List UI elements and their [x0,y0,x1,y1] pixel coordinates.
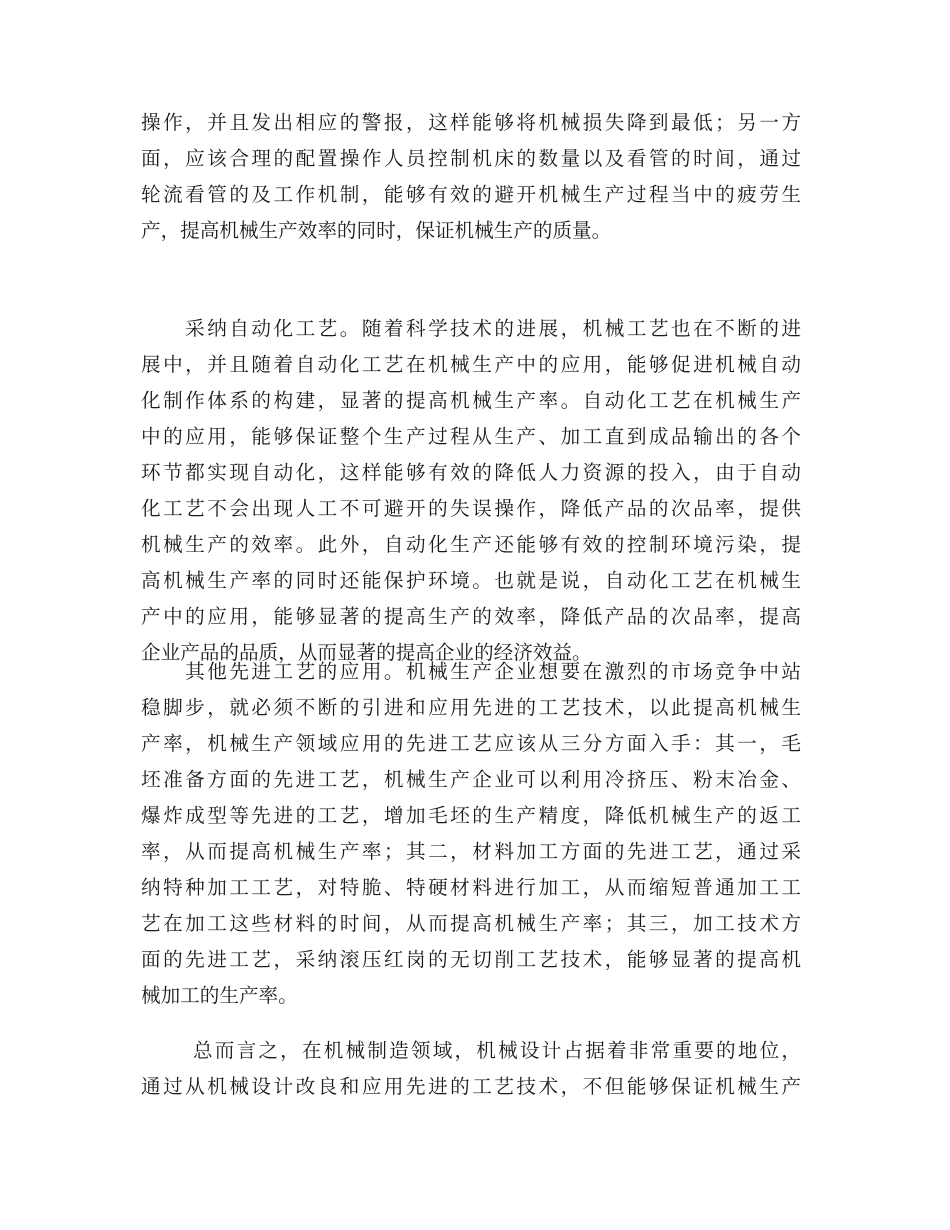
paragraph-automation-process [141,311,801,671]
text-line: 企业产品的品质，从而显著的提高企业的经济效益。 [141,641,592,664]
text-line: 产中的应用，能够显著的提高生产的效率，降低产品的次品率，提高 [141,605,801,628]
paragraph-advanced-processes [141,654,801,1014]
text-line: 稳脚步，就必须不断的引进和应用先进的工艺技术，以此提高机械生 [141,696,801,719]
text-line: 面，应该合理的配置操作人员控制机床的数量以及看管的时间，通过 [141,147,801,170]
text-line: 化工艺不会出现人工不可避开的失误操作，降低产品的次品率，提供 [141,497,801,520]
text-line: 化制作体系的构建，显著的提高机械生产率。自动化工艺在机械生产 [141,389,801,412]
paragraph-conclusion [141,1033,801,1105]
text-line: 高机械生产率的同时还能保护环境。也就是说，自动化工艺在机械生 [141,569,801,592]
text-line: 轮流看管的及工作机制，能够有效的避开机械生产过程当中的疲劳生 [141,183,801,206]
text-line: 总而言之，在机械制造领域，机械设计占据着非常重要的地位， [141,1039,801,1062]
text-line: 机械生产的效率。此外，自动化生产还能够有效的控制环境污染，提 [141,533,801,556]
text-line: 艺在加工这些材料的时间，从而提高机械生产率；其三，加工技术方 [141,912,801,935]
text-line: 坯准备方面的先进工艺，机械生产企业可以利用冷挤压、粉末冶金、 [141,768,801,791]
text-line: 纳特种加工工艺，对特脆、特硬材料进行加工，从而缩短普通加工工 [141,876,801,899]
text-line: 面的先进工艺，采纳滚压红岗的无切削工艺技术，能够显著的提高机 [141,948,801,971]
text-line: 其他先进工艺的应用。机械生产企业想要在激烈的市场竞争中站 [141,660,801,683]
text-line: 展中，并且随着自动化工艺在机械生产中的应用，能够促进机械自动 [141,353,801,376]
text-line: 操作，并且发出相应的警报，这样能够将机械损失降到最低；另一方 [141,111,801,134]
text-line: 中的应用，能够保证整个生产过程从生产、加工直到成品输出的各个 [141,425,801,448]
text-line: 环节都实现自动化，这样能够有效的降低人力资源的投入，由于自动 [141,461,801,484]
text-line: 通过从机械设计改良和应用先进的工艺技术，不但能够保证机械生产 [141,1075,801,1098]
paragraph-machine-monitoring [141,105,801,249]
text-line: 产，提高机械生产效率的同时，保证机械生产的质量。 [141,219,612,242]
text-line: 产率，机械生产领域应用的先进工艺应该从三分方面入手：其一，毛 [141,732,801,755]
text-line: 械加工的生产率。 [141,984,298,1007]
text-line: 率，从而提高机械生产率；其二，材料加工方面的先进工艺，通过采 [141,840,801,863]
text-line: 采纳自动化工艺。随着科学技术的进展，机械工艺也在不断的进 [141,317,801,340]
text-line: 爆炸成型等先进的工艺，增加毛坯的生产精度，降低机械生产的返工 [141,804,801,827]
